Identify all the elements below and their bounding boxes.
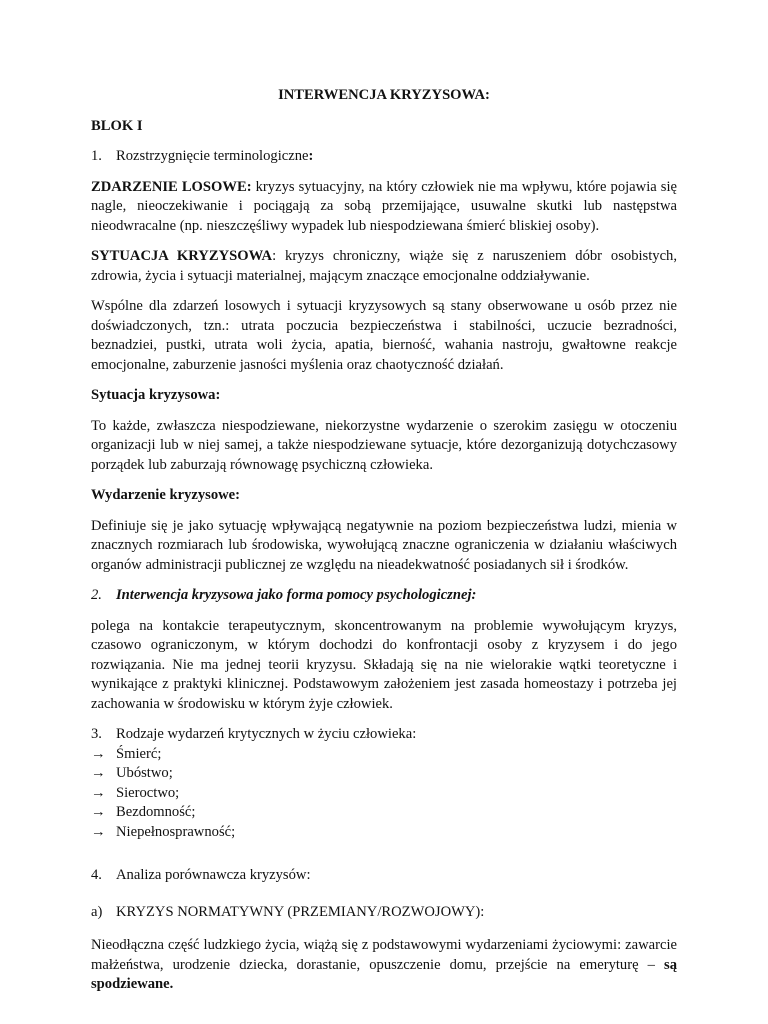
sytuacja-kryzysowa-paragraph [91,247,677,286]
block-heading: BLOK I [91,117,143,134]
section-number: 4. [91,867,102,883]
section-3-text: Rodzaje wydarzeń krytycznych w życiu człowieka: [116,726,417,742]
kryzys-normatywny-definition: Nieodłączna część ludzkiego życia, wiążą się z podstawowymi wydarzeniami życiowymi: zawarcie małżeństwa, urodzenie dziecka, dorastanie, opuszczenie domu, przejście na emeryturę – są spodziewane. [91,937,677,992]
zdarzenie-losowe-paragraph [91,178,677,237]
section-2-heading [91,586,677,606]
section-4-text: Analiza porównawcza kryzysów: [116,867,311,883]
list-item: → Niepełnosprawność; [91,823,677,843]
sytuacja-kryzysowa-definition: To każde, zwłaszcza niespodziewane, niekorzystne wydarzenie o szerokim zasięgu w otoczeniu organizacji lub w niej samej, a także niespodziewane sytuacje, które dezorganizują dotychczasowy porządek lub zaburzają równowagę psychiczną człowieka. [91,417,677,473]
arrow-icon: → [91,823,106,840]
section-number: 1. [91,148,102,164]
sytuacja-kryzysowa-term: SYTUACJA KRYZYSOWA [91,248,273,264]
zdarzenie-losowe-text: kryzys sytuacyjny, na który człowiek nie ma wpływu, które pojawia się nagle, nieoczekiwanie i pociągają za sobą przemijające, usuwalne skutki lub następstwa nieodwracalne (np. nieszczęśliwy wypadek lub niespodziewana śmierć bliskiej osoby). [91,178,677,234]
wydarzenie-kryzysowe-heading: Wydarzenie kryzysowe: [91,487,241,503]
wspolne-paragraph: Wspólne dla zdarzeń losowych i sytuacji kryzysowych są stany obserwowane u osób przez nie doświadczonych, tzn.: utrata poczucia bezpieczeństwa i stabilności, uczucie bezradności, beznadziei, pustki, utrata woli życia, apatia, bierność, wahania nastroju, gwałtowne reakcje emocjonalne, zaburzenie jasności myślenia oraz chaotyczność działań. [91,298,677,373]
section-1-heading [91,147,677,167]
list-item: → Ubóstwo; [91,764,677,784]
subsection-a-heading [91,903,677,923]
arrow-icon: → [91,784,106,801]
section-4-heading [91,866,677,886]
zdarzenie-losowe-term: ZDARZENIE LOSOWE: [91,178,252,195]
section-number: 3. [91,726,102,742]
section-2-definition: polega na kontakcie terapeutycznym, skoncentrowanym na problemie wywołującym kryzys, czasowo ograniczonym, w którym dochodzi do konfrontacji osoby z kryzysem i do jego rozwiązania. Nie ma jednej teorii kryzysu. Składają się na nie wielorakie wątki teoretyczne i wynikające z praktyki klinicznej. Podstawowym założeniem jest zasada homeostazy i potrzeba jej zachowania w środowisku w którym żyje człowiek. [91,617,677,712]
list-item: → Śmierć; [91,745,677,765]
spacer [91,842,677,856]
document-title: INTERWENCJA KRYZYSOWA: [278,87,490,103]
arrow-icon: → [91,765,106,781]
subsection-a-text: KRYZYS NORMATYWNY (PRZEMIANY/ROZWOJOWY): [116,903,485,920]
section-2-text: Interwencja kryzysowa jako forma pomocy psychologicznej: [116,587,477,603]
list-item: → Sieroctwo; [91,784,677,804]
section-1-text: Rozstrzygnięcie terminologiczne: [116,148,314,164]
arrow-icon: → [91,804,106,820]
sytuacja-kryzysowa-heading: Sytuacja kryzysowa: [91,387,221,403]
wydarzenie-kryzysowe-definition: Definiuje się je jako sytuację wpływającą negatywnie na poziom bezpieczeństwa ludzi, mienia w znacznych rozmiarach lub środowiska, wywołującą znaczne ograniczenia w działaniu właściwych organów administracji publicznej ze względu na nieadekwatność posiadanych sił i środków. [91,517,677,573]
crisis-events-list [91,745,677,843]
section-number: 2. [91,587,102,603]
arrow-icon: → [91,745,106,762]
expected-emphasis: są spodziewane. [91,956,677,992]
list-item: → Bezdomność; [91,803,677,823]
sytuacja-kryzysowa-text: : kryzys chroniczny, wiąże się z naruszeniem dóbr osobistych, zdrowia, życia i sytuacji materialnej, mającym znaczące emocjonalne oddziaływanie. [91,248,677,284]
subsection-letter: a) [91,903,103,920]
section-3-heading [91,725,677,745]
